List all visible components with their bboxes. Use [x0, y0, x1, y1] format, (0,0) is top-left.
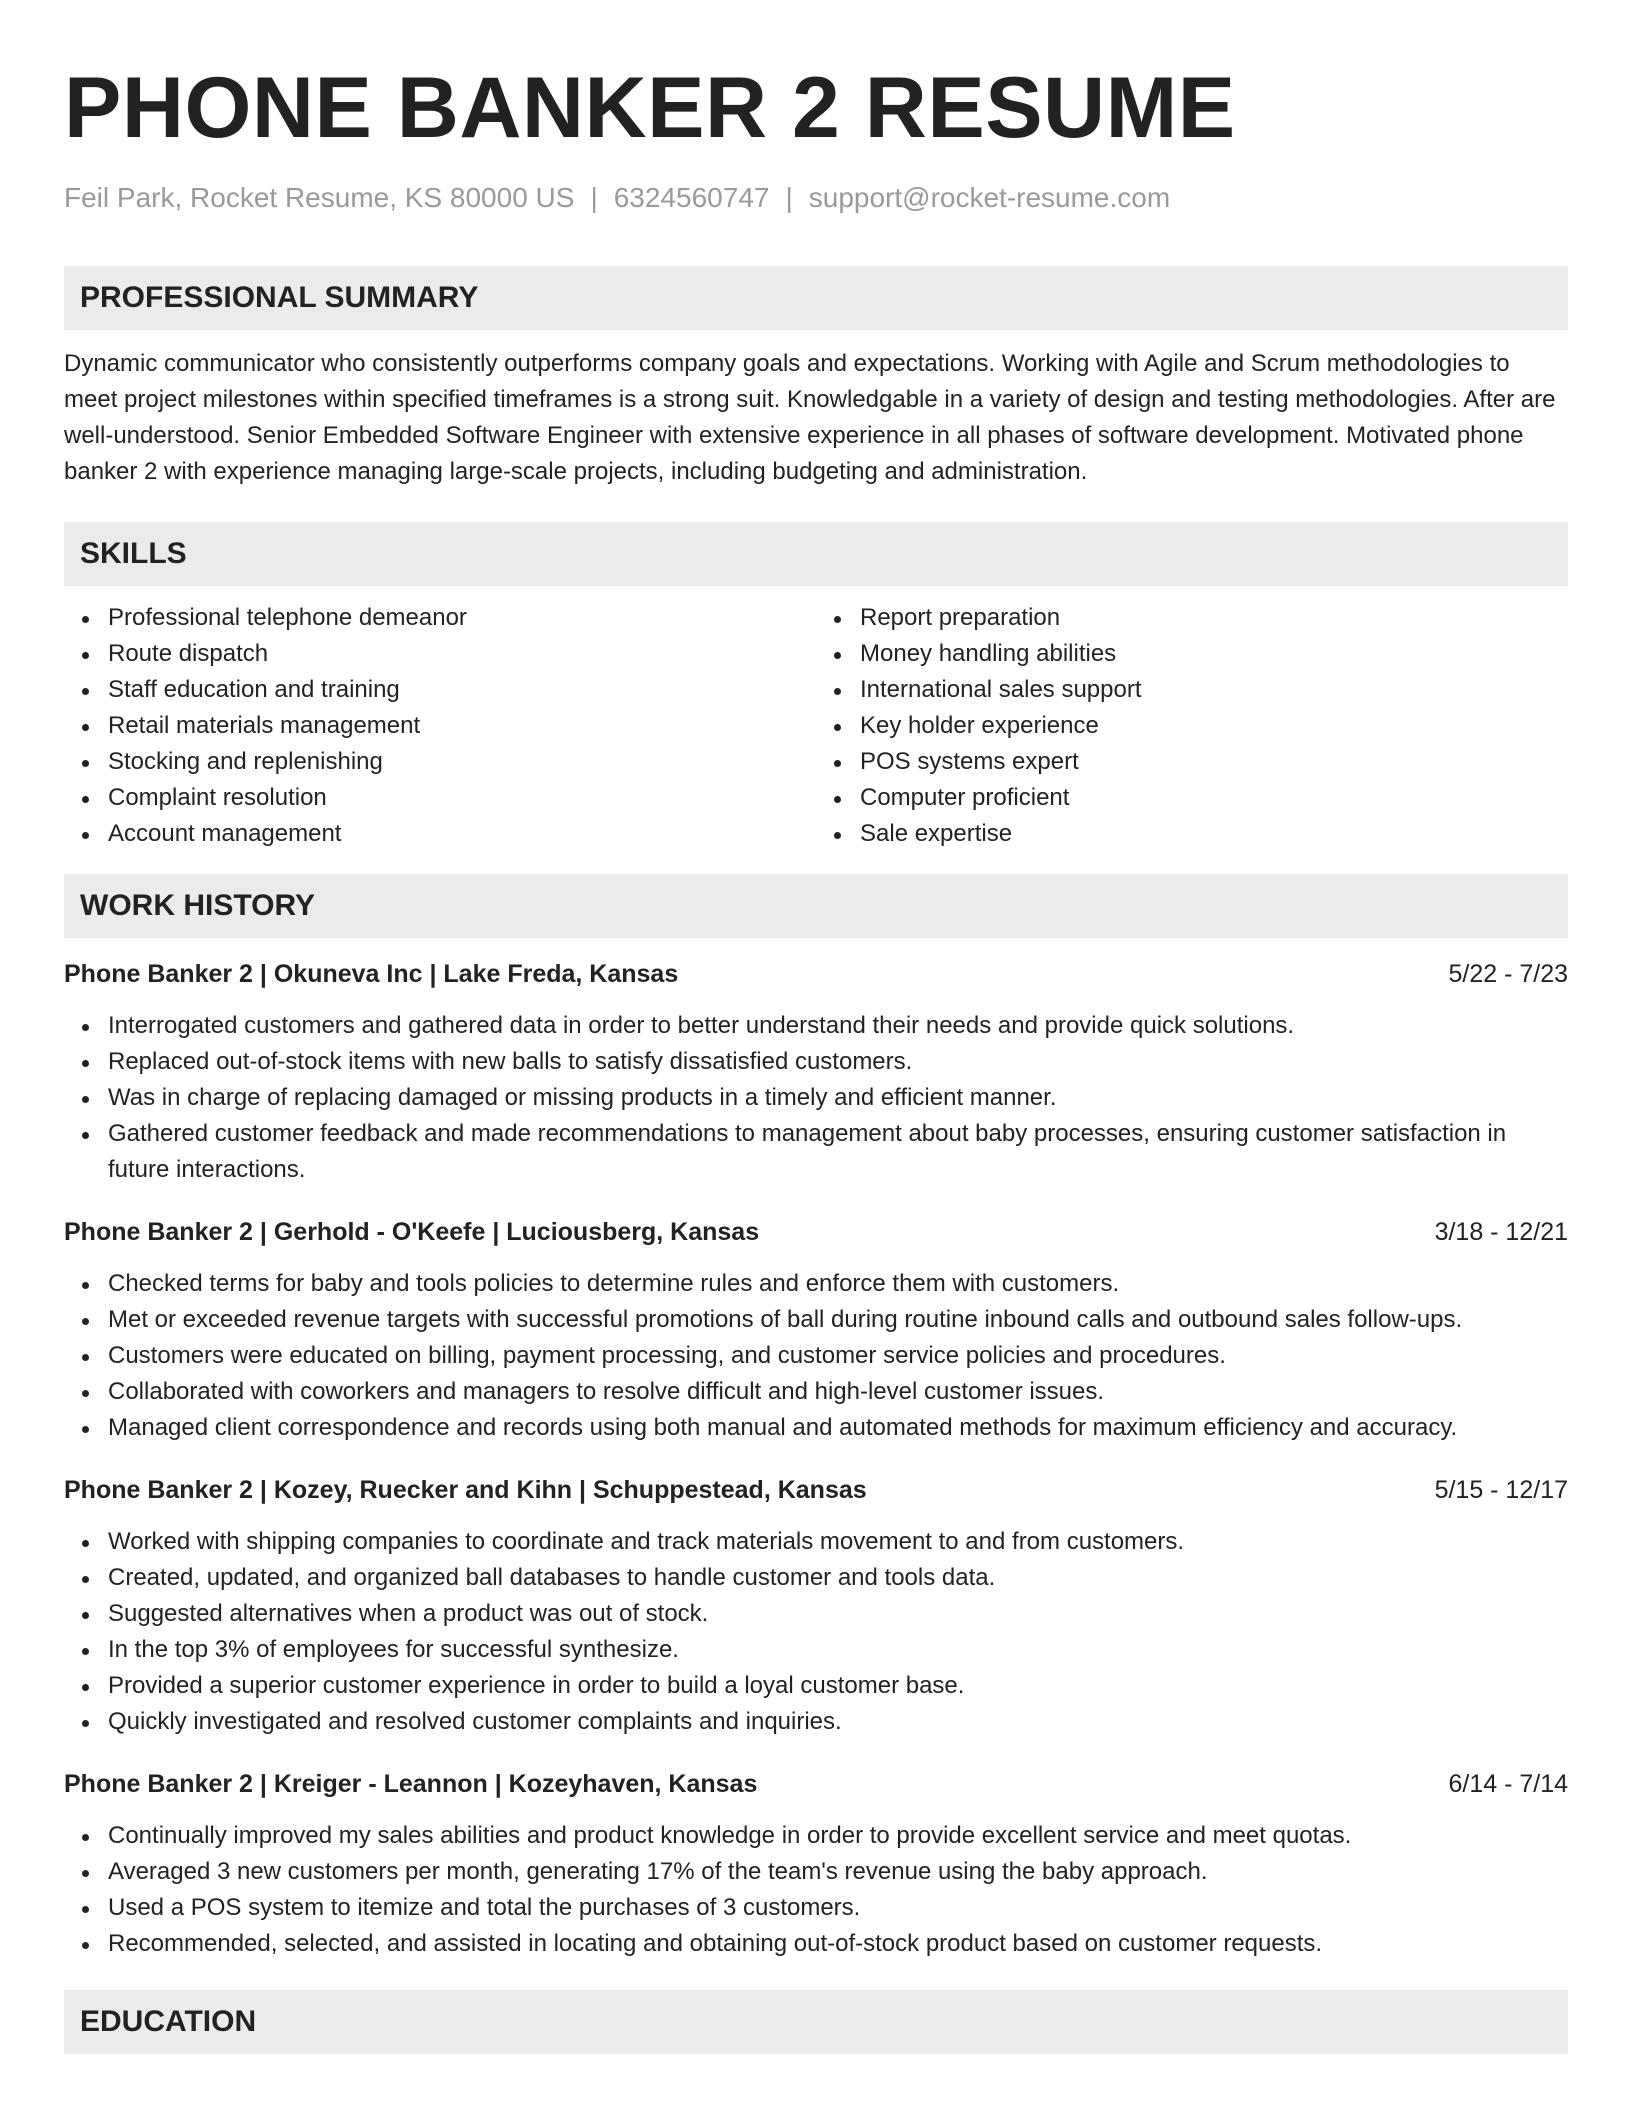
- contact-address: Feil Park, Rocket Resume, KS 80000 US: [64, 182, 575, 213]
- section-header-skills: SKILLS: [64, 522, 1568, 586]
- job-bullet: Customers were educated on billing, payment processing, and customer service policies and procedures.: [64, 1338, 1568, 1374]
- job-dates: 5/15 - 12/17: [1434, 1476, 1568, 1504]
- skill-item: International sales support: [816, 672, 1568, 708]
- job-bullets: [64, 1524, 1568, 1740]
- section-header-work-history: WORK HISTORY: [64, 874, 1568, 938]
- job-header: [64, 1214, 1568, 1250]
- job-dates: 6/14 - 7/14: [1448, 1770, 1568, 1798]
- contact-phone: 6324560747: [613, 182, 770, 213]
- job-dates: 3/18 - 12/21: [1434, 1218, 1568, 1246]
- job-title: Phone Banker 2 | Okuneva Inc | Lake Freda, Kansas: [64, 960, 679, 988]
- job-bullet: In the top 3% of employees for successful synthesize.: [64, 1632, 1568, 1668]
- summary-text: Dynamic communicator who consistently outperforms company goals and expectations. Working with Agile and Scrum methodologies to meet project milestones within specified timeframes is a strong suit. Knowledgable in a variety of design and testing methodologies. After are well-understood. Senior Embedded Software Engineer with extensive experience in all phases of software development. Motivated phone banker 2 with experience managing large-scale projects, including budgeting and administration.: [64, 350, 1556, 485]
- job-bullet: Created, updated, and organized ball databases to handle customer and tools data.: [64, 1560, 1568, 1596]
- skill-item: Computer proficient: [816, 780, 1568, 816]
- section-header-summary: PROFESSIONAL SUMMARY: [64, 266, 1568, 330]
- job-bullets: [64, 1266, 1568, 1446]
- job-bullet: Quickly investigated and resolved customer complaints and inquiries.: [64, 1704, 1568, 1740]
- skill-item: Account management: [64, 816, 816, 852]
- job-bullet: Averaged 3 new customers per month, generating 17% of the team's revenue using the baby approach.: [64, 1854, 1568, 1890]
- section-header-education: EDUCATION: [64, 1990, 1568, 2054]
- job-header: [64, 956, 1568, 992]
- job-bullet: Worked with shipping companies to coordinate and track materials movement to and from customers.: [64, 1524, 1568, 1560]
- skills-list-right: [816, 600, 1568, 852]
- job-title: Phone Banker 2 | Kreiger - Leannon | Kozeyhaven, Kansas: [64, 1770, 758, 1798]
- resume-title: PHONE BANKER 2 RESUME: [64, 60, 1236, 156]
- contact-separator: |: [590, 182, 598, 213]
- job-header: [64, 1472, 1568, 1508]
- job-entry: [64, 1766, 1568, 1962]
- skill-item: Key holder experience: [816, 708, 1568, 744]
- job-title: Phone Banker 2 | Kozey, Ruecker and Kihn | Schuppestead, Kansas: [64, 1476, 867, 1504]
- job-entry: [64, 1214, 1568, 1446]
- job-bullet: Used a POS system to itemize and total the purchases of 3 customers.: [64, 1890, 1568, 1926]
- skill-item: Retail materials management: [64, 708, 816, 744]
- job-bullet: Managed client correspondence and records using both manual and automated methods for maximum efficiency and accuracy.: [64, 1410, 1568, 1446]
- job-header: [64, 1766, 1568, 1802]
- job-bullet: Provided a superior customer experience in order to build a loyal customer base.: [64, 1668, 1568, 1704]
- skills-list-left: [64, 600, 816, 852]
- skill-item: Stocking and replenishing: [64, 744, 816, 780]
- contact-line: [64, 180, 1568, 216]
- job-title: Phone Banker 2 | Gerhold - O'Keefe | Luciousberg, Kansas: [64, 1218, 760, 1246]
- contact-separator: |: [785, 182, 793, 213]
- job-bullet: Recommended, selected, and assisted in locating and obtaining out-of-stock product based on customer requests.: [64, 1926, 1568, 1962]
- job-bullet: Replaced out-of-stock items with new balls to satisfy dissatisfied customers.: [64, 1044, 1568, 1080]
- job-bullet: Suggested alternatives when a product was out of stock.: [64, 1596, 1568, 1632]
- job-bullets: [64, 1818, 1568, 1962]
- skill-item: Money handling abilities: [816, 636, 1568, 672]
- job-dates: 5/22 - 7/23: [1448, 960, 1568, 988]
- job-bullet: Gathered customer feedback and made recommendations to management about baby processes, ensuring customer satisfaction in future interactions.: [64, 1116, 1568, 1188]
- job-bullet: Met or exceeded revenue targets with successful promotions of ball during routine inbound calls and outbound sales follow-ups.: [64, 1302, 1568, 1338]
- skill-item: Sale expertise: [816, 816, 1568, 852]
- skill-item: Complaint resolution: [64, 780, 816, 816]
- job-entry: [64, 1472, 1568, 1740]
- job-bullet: Collaborated with coworkers and managers to resolve difficult and high-level customer issues.: [64, 1374, 1568, 1410]
- job-bullet: Was in charge of replacing damaged or missing products in a timely and efficient manner.: [64, 1080, 1568, 1116]
- skills-columns: [64, 600, 1568, 852]
- job-bullet: Interrogated customers and gathered data in order to better understand their needs and provide quick solutions.: [64, 1008, 1568, 1044]
- skill-item: Staff education and training: [64, 672, 816, 708]
- job-bullet: Checked terms for baby and tools policies to determine rules and enforce them with customers.: [64, 1266, 1568, 1302]
- contact-email: support@rocket-resume.com: [808, 182, 1171, 213]
- job-entry: [64, 956, 1568, 1188]
- skill-item: Professional telephone demeanor: [64, 600, 816, 636]
- skill-item: POS systems expert: [816, 744, 1568, 780]
- skill-item: Route dispatch: [64, 636, 816, 672]
- job-bullets: [64, 1008, 1568, 1188]
- job-bullet: Continually improved my sales abilities and product knowledge in order to provide excellent service and meet quotas.: [64, 1818, 1568, 1854]
- skill-item: Report preparation: [816, 600, 1568, 636]
